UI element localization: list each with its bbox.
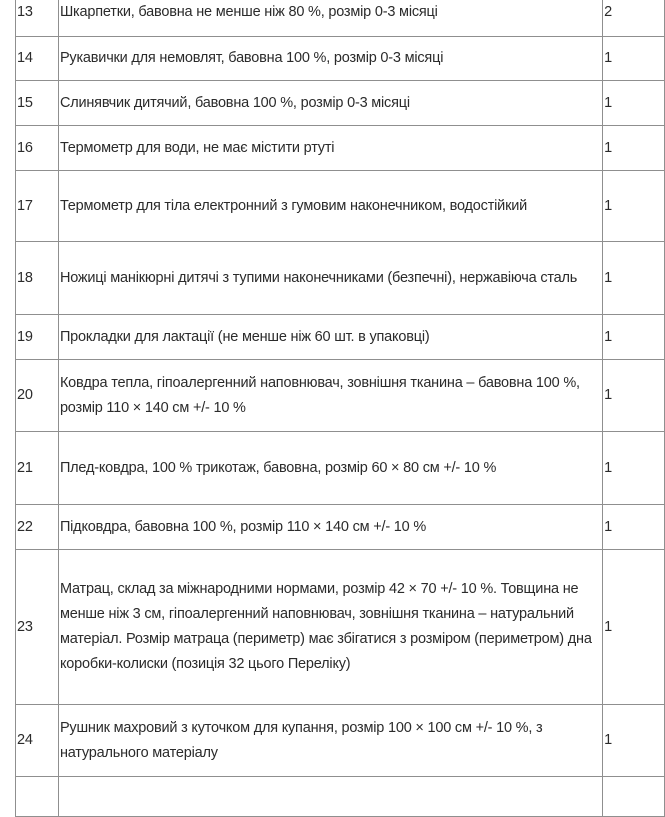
- item-description: Термометр для води, не має містити ртуті: [58, 126, 602, 171]
- item-quantity: 1: [603, 242, 665, 315]
- row-number: 24: [16, 705, 59, 777]
- item-quantity: 1: [603, 171, 665, 242]
- row-number: 15: [16, 81, 59, 126]
- table-row: [16, 505, 665, 550]
- row-number: 16: [16, 126, 59, 171]
- item-quantity: 1: [603, 126, 665, 171]
- table-row: [16, 705, 665, 777]
- item-quantity: 1: [603, 37, 665, 81]
- table-row: [16, 0, 665, 37]
- row-number: 13: [16, 0, 59, 37]
- item-description: Слинявчик дитячий, бавовна 100 %, розмір 0-3 місяці: [58, 81, 602, 126]
- items-table: [15, 0, 665, 817]
- item-quantity: 1: [603, 505, 665, 550]
- item-description: Рукавички для немовлят, бавовна 100 %, розмір 0-3 місяці: [58, 37, 602, 81]
- item-description: Прокладки для лактації (не менше ніж 60 шт. в упаковці): [58, 315, 602, 360]
- item-quantity: 1: [603, 81, 665, 126]
- item-description: Підковдра, бавовна 100 %, розмір 110 × 140 см +/- 10 %: [58, 505, 602, 550]
- table-row: [16, 37, 665, 81]
- item-description: Рушник махровий з куточком для купання, розмір 100 × 100 см +/- 10 %, з натурального матеріалу: [58, 705, 602, 777]
- item-description: [58, 777, 602, 817]
- row-number: 22: [16, 505, 59, 550]
- item-description: Шкарпетки, бавовна не менше ніж 80 %, розмір 0-3 місяці: [58, 0, 602, 37]
- item-description: Матрац, склад за міжнародними нормами, розмір 42 × 70 +/- 10 %. Товщина не менше ніж 3 см, гіпоалергенний наповнювач, зовнішня тканина – натуральний матеріал. Розмір матраца (периметр) має збігатися з розміром (периметром) дна коробки-колиски (позиція 32 цього Переліку): [58, 550, 602, 705]
- item-quantity: 1: [603, 315, 665, 360]
- table-row: [16, 242, 665, 315]
- table-row: [16, 126, 665, 171]
- item-quantity: [603, 777, 665, 817]
- item-quantity: 1: [603, 360, 665, 432]
- row-number: 21: [16, 432, 59, 505]
- table-row: [16, 550, 665, 705]
- row-number: 18: [16, 242, 59, 315]
- row-number: 14: [16, 37, 59, 81]
- item-quantity: 2: [603, 0, 665, 37]
- item-quantity: 1: [603, 705, 665, 777]
- table-row: [16, 315, 665, 360]
- table-row: [16, 432, 665, 505]
- table-row: [16, 171, 665, 242]
- row-number: [16, 777, 59, 817]
- table-row: [16, 777, 665, 817]
- item-description: Плед-ковдра, 100 % трикотаж, бавовна, розмір 60 × 80 см +/- 10 %: [58, 432, 602, 505]
- item-quantity: 1: [603, 550, 665, 705]
- item-description: Термометр для тіла електронний з гумовим наконечником, водостійкий: [58, 171, 602, 242]
- item-description: Ножиці манікюрні дитячі з тупими наконечниками (безпечні), нержавіюча сталь: [58, 242, 602, 315]
- row-number: 17: [16, 171, 59, 242]
- table-row: [16, 81, 665, 126]
- row-number: 23: [16, 550, 59, 705]
- row-number: 19: [16, 315, 59, 360]
- item-quantity: 1: [603, 432, 665, 505]
- item-description: Ковдра тепла, гіпоалергенний наповнювач, зовнішня тканина – бавовна 100 %, розмір 110 × 140 см +/- 10 %: [58, 360, 602, 432]
- row-number: 20: [16, 360, 59, 432]
- table-row: [16, 360, 665, 432]
